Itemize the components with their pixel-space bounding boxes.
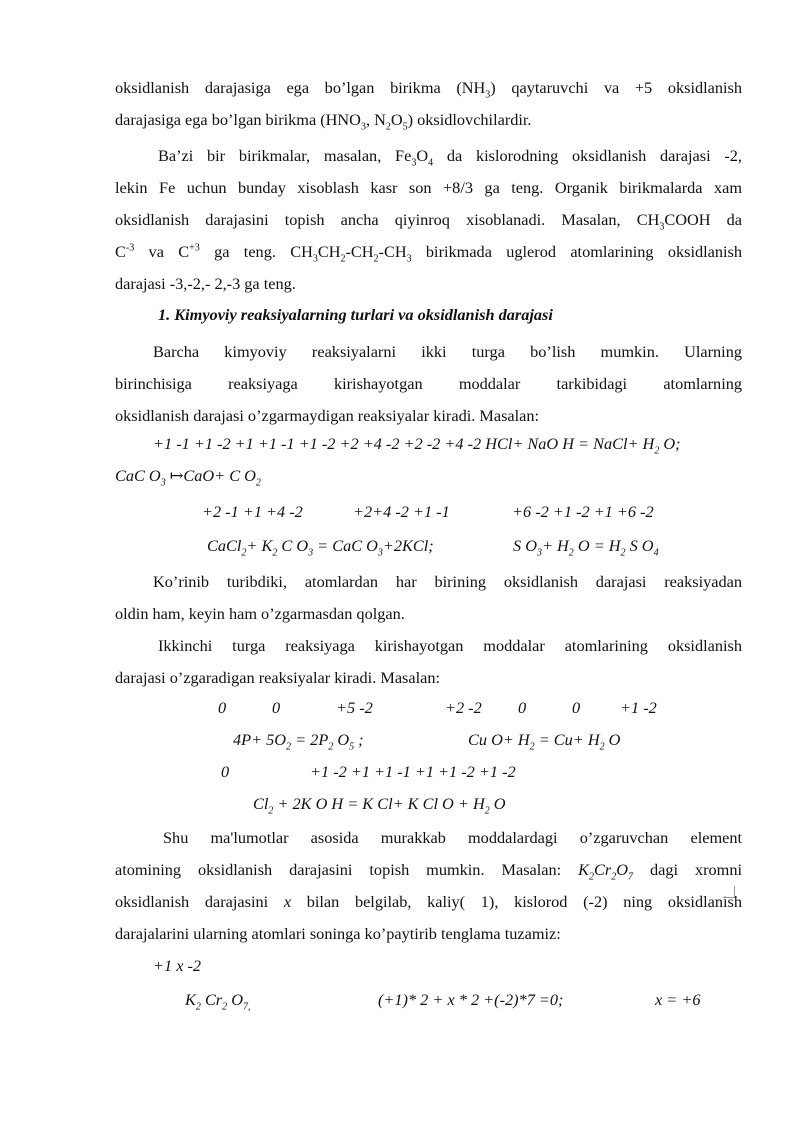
paragraph-2-line-3: oksidlanish darajasini topish ancha qiyinroq xisoblanadi. Masalan, $CH_3COOH$ da — [115, 210, 742, 233]
ox-states-k2cr2o7: +1 x -2 — [153, 956, 202, 975]
paragraph-2-line-2: lekin Fe uchun bunday xisoblash kasr son +8/3 ga teng. Organik birikmalarda xam — [115, 178, 742, 197]
paragraph-1-line-1: oksidlanish darajasiga ega bo’lgan birikma $(NH_3)$ qaytaruvchi va +5 oksidlanish — [115, 78, 743, 101]
paragraph-2-line-4: $C^{-3}$ va $C^{+3}$ ga teng. $CH_3CH_2-CH_2-CH_3$ birikmada uglerod atomlarining oksidlanish — [115, 242, 743, 265]
ox-states-koh: +1 -2 +1 +1 -1 +1 +1 -2 +1 -2 — [310, 762, 516, 781]
paragraph-3-line-1: Barcha kimyoviy reaksiyalarni ikki turga bo’lish mumkin. Ularning — [153, 342, 742, 361]
oxidation-states-3: +6 -2 +1 -2 +1 +6 -2 — [512, 502, 654, 521]
paragraph-2-line-1: Ba’zi bir birikmalar, masalan, $Fe_3O_4$ da kislorodning oksidlanish darajasi -2, — [158, 146, 742, 169]
paragraph-1-line-2: darajasiga ega bo’lgan birikma ($HNO_3$, $N_2O_5$) oksidlovchilardir. — [115, 110, 532, 133]
paragraph-6-line-4: darajalarini ularning atomlari soninga ko’paytirib tenglama tuzamiz: — [115, 924, 561, 943]
ox-state-h2o: +1 -2 — [620, 698, 657, 717]
paragraph-2-line-5: darajasi -3,-2,- 2,-3 ga teng. — [115, 274, 296, 293]
formula-k2cr2o7: $K_2$ $Cr_2$ $O_{7,}$ — [185, 990, 251, 1013]
equation-cacl2-k2co3: CaCl$_2$+ $K_2$ C $O_3$ = CaC $O_3+2KCl$; — [207, 536, 434, 559]
ox-state-o2: 0 — [272, 698, 281, 717]
paragraph-5-line-2: darajasi o’zgaradigan reaksiyalar kiradi. Masalan: — [115, 668, 441, 687]
ox-state-cl2: 0 — [221, 762, 230, 781]
equation-p-o2: $4P+ 5O_2 = 2P_2$ $O_5$ ; — [233, 730, 364, 753]
ox-state-cuo: +2 -2 — [445, 698, 482, 717]
equation-caco3: CaC $O_3$ ↦CaO+ C $O_2$ — [115, 466, 261, 489]
section-heading: 1. Kimyoviy reaksiyalarning turlari va oksidlanish darajasi — [158, 305, 553, 324]
ox-state-h2: 0 — [518, 698, 527, 717]
paragraph-3-line-2: birinchisiga reaksiyaga kirishayotgan moddalar tarkibidagi atomlarning — [115, 374, 742, 393]
oxidation-states-2: +2+4 -2 +1 -1 — [353, 502, 450, 521]
ox-state-p2o5: +5 -2 — [336, 698, 373, 717]
resize-handle-icon — [723, 886, 735, 898]
ox-state-p: 0 — [218, 698, 227, 717]
equation-cl2-koh: $Cl_2 + 2K$ O H = K Cl+ K Cl $O + H_2$ O — [253, 794, 506, 817]
equation-cuo-h2: Cu $O+ H_2 = Cu+ H_2$ O — [468, 730, 621, 753]
equation-hcl-naoh: +1 -1 +1 -2 +1 +1 -1 +1 -2 +2 +4 -2 +2 -2 +4 -2 HCl+ NaO H = NaCl+ $H_2$ O; — [153, 434, 681, 457]
result-value: x = +6 — [655, 990, 701, 1009]
ox-state-cu: 0 — [572, 698, 581, 717]
charge-balance-equation: (+1)* 2 + x * 2 +(-2)*7 =0; — [378, 990, 564, 1009]
paragraph-6-line-3: oksidlanish darajasini x bilan belgilab, kaliy( 1), kislorod (-2) ning oksidlanish — [115, 892, 742, 911]
paragraph-5-line-1: Ikkinchi turga reaksiyaga kirishayotgan moddalar atomlarining oksidlanish — [158, 636, 742, 655]
paragraph-3-line-3: oksidlanish darajasi o’zgarmaydigan reaksiyalar kiradi. Masalan: — [115, 406, 540, 425]
equation-so3-h2o: S $O_3+ H_2$ $O = H_2$ S $O_4$ — [513, 536, 659, 559]
oxidation-states-1: +2 -1 +1 +4 -2 — [202, 502, 303, 521]
paragraph-6-line-1: Shu ma'lumotlar asosida murakkab moddalardagi o’zgaruvchan element — [163, 828, 742, 847]
paragraph-6-line-2: atomining oksidlanish darajasini topish mumkin. Masalan: $K_2Cr_2O_7$ dagi xromni — [115, 860, 743, 883]
paragraph-4-line-2: oldin ham, keyin ham o’zgarmasdan qolgan. — [115, 604, 405, 623]
paragraph-4-line-1: Ko’rinib turibdiki, atomlardan har birining oksidlanish darajasi reaksiyadan — [153, 572, 742, 591]
